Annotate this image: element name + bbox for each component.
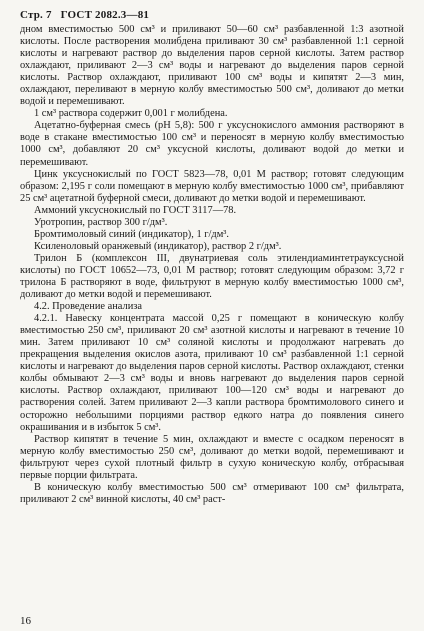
paragraph: Раствор кипятят в течение 5 мин, охлаждают и вместе с осадком переносят в мерную колбу вместимостью 250 см³, доливают до метки водой, перемешивают и фильтруют через сухой плотный фильтр в сухую коническую колбу, отбрасывая первые порции фильтрата.: [20, 433, 404, 481]
page-number: 16: [20, 615, 31, 627]
paragraph: Уротропин, раствор 300 г/дм³.: [34, 216, 168, 228]
page-header: [20, 6, 404, 24]
paragraph: Бромтимоловый синий (индикатор), 1 г/дм³.: [34, 228, 229, 240]
paragraph: Ксиленоловый оранжевый (индикатор), раствор 2 г/дм³.: [34, 240, 282, 252]
paragraph: 1 см³ раствора содержит 0,001 г молибдена.: [34, 108, 228, 120]
paragraph: Аммоний уксуснокислый по ГОСТ 3117—78.: [34, 204, 237, 216]
paragraph: дном вместимостью 500 см³ и приливают 50—60 см³ разбавленной 1:3 азотной кислоты. После растворения молибдена приливают 30 см³ разбавленной 1:1 серной кислоты и нагревают раствор до выделения паров серной кислоты. Затем раствор охлаждают, приливают 2—3 см³ воды и нагревают до выделения паров серной кислоты. Раствор охлаждают, приливают 100 см³ воды и кипятят 2—3 мин, охлаждают, переливают в мерную колбу вместимостью 500 см³, доливают до метки водой и перемешивают.: [20, 24, 404, 108]
paragraph: В коническую колбу вместимостью 500 см³ отмеривают 100 см³ фильтрата, приливают 2 см³ винной кислоты, 40 см³ раст-: [20, 481, 404, 505]
header-gost-number: ГОСТ 2082.3—81: [60, 9, 150, 21]
paragraph: Цинк уксуснокислый по ГОСТ 5823—78, 0,01 М раствор; готовят следующим образом: 2,195 г соли помещают в мерную колбу вместимостью 1000 см³, прибавляют 25 см³ ацетатной буферной смеси, доливают до метки водой и перемешивают.: [20, 168, 404, 204]
paragraph: Ацетатно-буферная смесь (pH 5,8): 500 г уксуснокислого аммония растворяют в воде в стакане вместимостью 100 см³ и переносят в мерную колбу вместимостью 1000 см³, добавляют 20 см³ уксусной кислоты, доливают водой до метки и перемешивают.: [20, 120, 404, 168]
paragraph: 4.2.1. Навеску концентрата массой 0,25 г помещают в коническую колбу вместимостью 250 см³, приливают 20 см³ азотной кислоты и нагревают в течение 10 мин. Затем приливают 10 см³ соляной кислоты и продолжают нагревать до прекращения выделения окислов азота, приливают 10 см³ разбавленной 1:1 серной кислоты и нагревают до выделения паров серной кислоты. Раствор охлаждают, стенки колбы обмывают 2—3 см³ воды и вновь нагревают до выделения паров серной кислоты. Раствор охлаждают, приливают 100—120 см³ воды и нагревают до растворения солей. Затем приливают 2—3 капли раствора бромтимолового синего и осторожно небольшими порциями раствор едкого натра до появления синего окрашивания и в избыток 5 см³.: [20, 313, 404, 433]
section-heading: 4.2. Проведение анализа: [34, 301, 142, 313]
paragraph: Трилон Б (комплексон III, двунатриевая соль этилендиаминтетрауксусной кислоты) по ГОСТ 10652—73, 0,01 М раствор; готовят следующим образом: 3,72 г трилона Б растворяют в воде, фильтруют в мерную колбу вместимостью 1000 см³, доливают до метки водой и перемешивают.: [20, 252, 404, 301]
header-page-label: Стр. 7: [20, 9, 52, 21]
document-body: [20, 24, 404, 506]
